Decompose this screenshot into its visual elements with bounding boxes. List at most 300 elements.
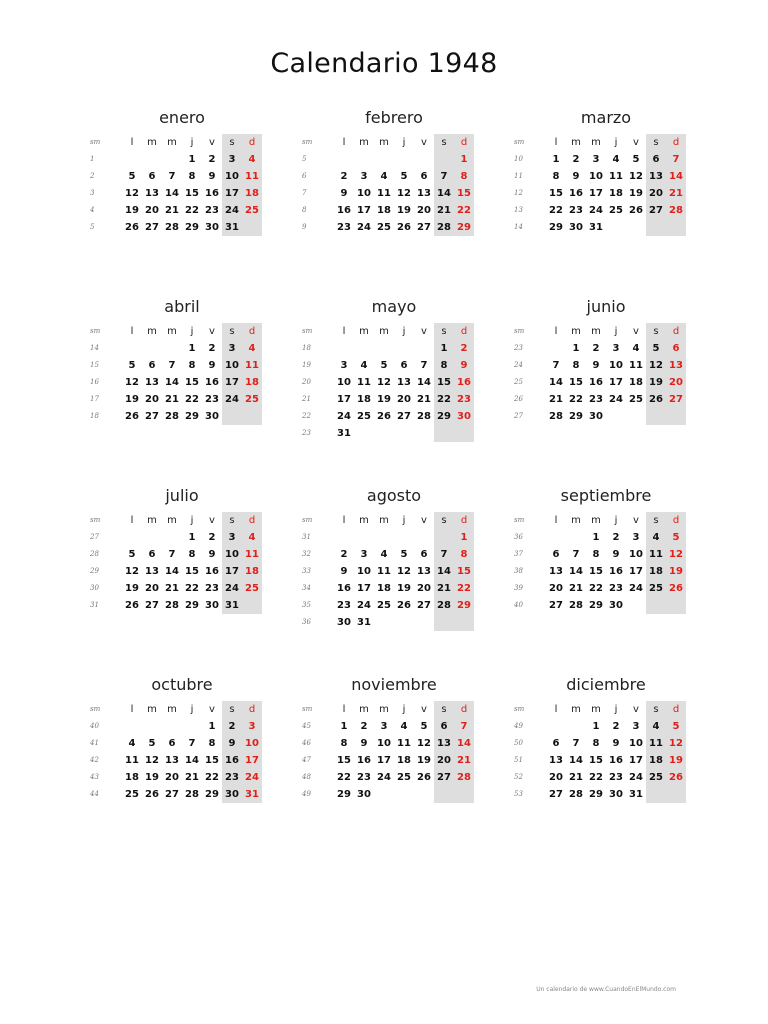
day-cell: 14 <box>549 377 563 388</box>
day-cell: 13 <box>417 188 431 199</box>
day-cell: 5 <box>128 360 136 371</box>
weekday-header: d <box>248 704 256 715</box>
day-cell: 18 <box>357 394 371 405</box>
week-number: 53 <box>514 790 523 798</box>
day-cell: 18 <box>629 377 643 388</box>
day-cell: 16 <box>205 377 219 388</box>
saturday-cell: 22 <box>437 394 451 405</box>
week-number: 24 <box>514 361 523 369</box>
month-name: marzo <box>580 108 632 127</box>
weekday-header: s <box>653 326 659 337</box>
day-cell: 28 <box>569 789 583 800</box>
day-cell: 22 <box>185 205 199 216</box>
sunday-cell: 8 <box>460 171 468 182</box>
day-cell: 13 <box>397 377 411 388</box>
week-number: 21 <box>302 395 311 403</box>
saturday-cell: 24 <box>225 394 239 405</box>
day-cell: 8 <box>552 171 560 182</box>
day-cell: 3 <box>612 343 620 354</box>
weekday-header: v <box>633 137 639 148</box>
month-name: abril <box>164 297 200 316</box>
weekday-header: m <box>571 137 581 148</box>
day-cell: 19 <box>125 583 139 594</box>
saturday-cell: 15 <box>437 377 451 388</box>
day-cell: 4 <box>380 549 388 560</box>
sunday-cell: 24 <box>245 772 259 783</box>
week-number-header: sm <box>514 138 525 146</box>
saturday-cell: 13 <box>437 738 451 749</box>
sunday-cell: 22 <box>457 205 471 216</box>
sunday-cell: 9 <box>460 360 468 371</box>
day-cell: 7 <box>168 171 176 182</box>
week-number: 47 <box>302 756 311 764</box>
day-cell: 25 <box>629 394 643 405</box>
day-cell: 18 <box>609 188 623 199</box>
footer-credit: Un calendario de www.CuandoEnElMundo.com <box>536 986 676 993</box>
week-number: 29 <box>90 567 99 575</box>
day-cell: 2 <box>612 532 620 543</box>
day-cell: 10 <box>589 171 603 182</box>
day-cell: 19 <box>417 755 431 766</box>
day-cell: 8 <box>572 360 580 371</box>
day-cell: 28 <box>185 789 199 800</box>
month-name: octubre <box>151 675 213 694</box>
day-cell: 30 <box>205 411 219 422</box>
day-cell: 17 <box>357 583 371 594</box>
week-number: 40 <box>90 722 99 730</box>
week-number: 8 <box>302 206 307 214</box>
week-number: 23 <box>514 344 523 352</box>
day-cell: 1 <box>592 532 600 543</box>
week-number: 18 <box>90 412 99 420</box>
week-number: 51 <box>514 756 523 764</box>
saturday-cell: 23 <box>225 772 239 783</box>
week-number: 49 <box>514 722 523 730</box>
sunday-cell: 7 <box>460 721 468 732</box>
day-cell: 24 <box>377 772 391 783</box>
day-cell: 12 <box>377 377 391 388</box>
week-number: 44 <box>90 790 99 798</box>
sunday-cell: 12 <box>669 549 683 560</box>
day-cell: 30 <box>569 222 583 233</box>
day-cell: 19 <box>125 394 139 405</box>
sunday-cell: 19 <box>669 755 683 766</box>
day-cell: 21 <box>165 394 179 405</box>
day-cell: 21 <box>417 394 431 405</box>
weekday-header: v <box>209 515 215 526</box>
day-cell: 23 <box>609 772 623 783</box>
saturday-cell: 21 <box>437 583 451 594</box>
day-cell: 5 <box>400 171 408 182</box>
day-cell: 3 <box>632 532 640 543</box>
day-cell: 24 <box>629 583 643 594</box>
week-number: 38 <box>514 567 523 575</box>
day-cell: 16 <box>205 566 219 577</box>
day-cell: 4 <box>360 360 368 371</box>
day-cell: 2 <box>208 154 216 165</box>
day-cell: 22 <box>549 205 563 216</box>
day-cell: 27 <box>145 411 159 422</box>
sunday-cell: 7 <box>672 154 680 165</box>
day-cell: 30 <box>205 600 219 611</box>
day-cell: 10 <box>629 738 643 749</box>
week-number: 27 <box>90 533 99 541</box>
day-cell: 30 <box>609 600 623 611</box>
sunday-cell: 25 <box>245 394 259 405</box>
day-cell: 27 <box>549 789 563 800</box>
day-cell: 7 <box>188 738 196 749</box>
day-cell: 21 <box>165 205 179 216</box>
day-cell: 29 <box>185 600 199 611</box>
weekday-header: m <box>591 137 601 148</box>
sunday-cell: 31 <box>245 789 259 800</box>
weekday-header: l <box>130 704 134 715</box>
weekday-header: j <box>402 515 406 526</box>
day-cell: 19 <box>377 394 391 405</box>
day-cell: 15 <box>185 377 199 388</box>
weekday-header: d <box>248 137 256 148</box>
sunday-cell: 4 <box>248 343 256 354</box>
day-cell: 22 <box>569 394 583 405</box>
weekday-header: d <box>248 515 256 526</box>
saturday-cell: 27 <box>437 772 451 783</box>
day-cell: 16 <box>357 755 371 766</box>
day-cell: 1 <box>592 721 600 732</box>
sunday-cell: 16 <box>457 377 471 388</box>
day-cell: 6 <box>400 360 408 371</box>
day-cell: 7 <box>572 549 580 560</box>
week-number: 14 <box>90 344 99 352</box>
day-cell: 13 <box>165 755 179 766</box>
week-number: 40 <box>514 601 523 609</box>
day-cell: 30 <box>589 411 603 422</box>
weekday-header: j <box>190 704 194 715</box>
day-cell: 22 <box>337 772 351 783</box>
day-cell: 15 <box>589 755 603 766</box>
day-cell: 17 <box>629 755 643 766</box>
saturday-cell: 28 <box>437 600 451 611</box>
day-cell: 20 <box>145 583 159 594</box>
week-number: 32 <box>302 550 311 558</box>
saturday-cell: 11 <box>649 738 663 749</box>
weekday-header: m <box>359 515 369 526</box>
day-cell: 23 <box>609 583 623 594</box>
saturday-cell: 7 <box>440 549 448 560</box>
weekday-header: v <box>209 704 215 715</box>
day-cell: 1 <box>188 154 196 165</box>
sunday-cell: 18 <box>245 566 259 577</box>
sunday-cell: 25 <box>245 583 259 594</box>
day-cell: 12 <box>145 755 159 766</box>
weekday-header: s <box>441 137 447 148</box>
saturday-cell: 6 <box>440 721 448 732</box>
day-cell: 13 <box>417 566 431 577</box>
day-cell: 25 <box>377 600 391 611</box>
week-number: 2 <box>90 172 95 180</box>
weekday-header: s <box>441 704 447 715</box>
weekday-header: m <box>147 137 157 148</box>
day-cell: 9 <box>340 566 348 577</box>
weekday-header: m <box>147 326 157 337</box>
day-cell: 21 <box>549 394 563 405</box>
day-cell: 12 <box>125 566 139 577</box>
day-cell: 29 <box>185 411 199 422</box>
day-cell: 11 <box>629 360 643 371</box>
day-cell: 21 <box>165 583 179 594</box>
week-number: 52 <box>514 773 523 781</box>
day-cell: 17 <box>357 205 371 216</box>
day-cell: 18 <box>377 205 391 216</box>
saturday-cell: 18 <box>649 755 663 766</box>
day-cell: 17 <box>337 394 351 405</box>
day-cell: 10 <box>377 738 391 749</box>
day-cell: 19 <box>397 583 411 594</box>
week-number: 36 <box>514 533 523 541</box>
day-cell: 23 <box>337 600 351 611</box>
week-number: 14 <box>514 223 523 231</box>
month-name: noviembre <box>351 675 437 694</box>
week-number-header: sm <box>302 516 313 524</box>
day-cell: 17 <box>629 566 643 577</box>
saturday-cell: 9 <box>228 738 236 749</box>
saturday-cell: 11 <box>649 549 663 560</box>
weekday-header: s <box>229 704 235 715</box>
saturday-cell: 2 <box>228 721 236 732</box>
day-cell: 1 <box>188 343 196 354</box>
day-cell: 5 <box>148 738 156 749</box>
sunday-cell: 28 <box>457 772 471 783</box>
sunday-cell: 11 <box>245 171 259 182</box>
week-number: 15 <box>90 361 99 369</box>
day-cell: 27 <box>417 222 431 233</box>
weekday-header: j <box>190 326 194 337</box>
day-cell: 16 <box>337 205 351 216</box>
day-cell: 19 <box>125 205 139 216</box>
weekday-header: j <box>614 704 618 715</box>
weekday-header: l <box>554 515 558 526</box>
weekday-header: l <box>342 137 346 148</box>
day-cell: 15 <box>185 566 199 577</box>
day-cell: 22 <box>205 772 219 783</box>
saturday-cell: 17 <box>225 188 239 199</box>
day-cell: 8 <box>208 738 216 749</box>
day-cell: 31 <box>337 428 351 439</box>
month-name: septiembre <box>560 486 652 505</box>
saturday-cell: 18 <box>649 566 663 577</box>
week-number: 27 <box>514 412 523 420</box>
day-cell: 3 <box>380 721 388 732</box>
day-cell: 19 <box>397 205 411 216</box>
weekday-header: s <box>441 515 447 526</box>
day-cell: 12 <box>417 738 431 749</box>
week-number: 34 <box>302 584 311 592</box>
week-number: 10 <box>514 155 523 163</box>
weekday-header: j <box>614 137 618 148</box>
week-number: 7 <box>302 189 307 197</box>
day-cell: 9 <box>340 188 348 199</box>
week-number: 25 <box>514 378 523 386</box>
day-cell: 7 <box>168 549 176 560</box>
day-cell: 27 <box>397 411 411 422</box>
week-number: 22 <box>302 412 311 420</box>
week-number: 45 <box>302 722 311 730</box>
month-name: agosto <box>366 486 422 505</box>
weekday-header: v <box>421 326 427 337</box>
day-cell: 29 <box>205 789 219 800</box>
day-cell: 11 <box>357 377 371 388</box>
day-cell: 2 <box>208 343 216 354</box>
day-cell: 30 <box>357 789 371 800</box>
weekday-header: l <box>130 515 134 526</box>
saturday-cell: 10 <box>225 549 239 560</box>
saturday-cell: 4 <box>652 532 660 543</box>
week-number: 4 <box>90 206 95 214</box>
weekday-header: m <box>359 137 369 148</box>
day-cell: 5 <box>128 549 136 560</box>
sunday-cell: 27 <box>669 394 683 405</box>
weekday-header: v <box>421 515 427 526</box>
week-number: 5 <box>302 155 307 163</box>
weekday-header: m <box>359 704 369 715</box>
day-cell: 5 <box>632 154 640 165</box>
day-cell: 26 <box>417 772 431 783</box>
day-cell: 7 <box>572 738 580 749</box>
day-cell: 10 <box>357 566 371 577</box>
day-cell: 24 <box>337 411 351 422</box>
weekday-header: d <box>672 515 680 526</box>
day-cell: 14 <box>185 755 199 766</box>
day-cell: 30 <box>609 789 623 800</box>
day-cell: 6 <box>148 171 156 182</box>
day-cell: 2 <box>612 721 620 732</box>
week-number: 6 <box>302 172 307 180</box>
weekday-header: d <box>672 326 680 337</box>
day-cell: 7 <box>168 360 176 371</box>
day-cell: 8 <box>188 360 196 371</box>
day-cell: 8 <box>592 549 600 560</box>
weekday-header: v <box>633 326 639 337</box>
month-name: mayo <box>371 297 417 316</box>
day-cell: 20 <box>397 394 411 405</box>
saturday-cell: 5 <box>652 343 660 354</box>
week-number: 49 <box>302 790 311 798</box>
day-cell: 6 <box>552 549 560 560</box>
day-cell: 24 <box>357 222 371 233</box>
saturday-cell: 3 <box>228 154 236 165</box>
week-number-header: sm <box>514 516 525 524</box>
day-cell: 22 <box>589 772 603 783</box>
day-cell: 16 <box>337 583 351 594</box>
sunday-cell: 23 <box>457 394 471 405</box>
weekday-header: v <box>421 704 427 715</box>
day-cell: 6 <box>420 171 428 182</box>
weekday-header: v <box>633 704 639 715</box>
day-cell: 19 <box>145 772 159 783</box>
saturday-cell: 28 <box>437 222 451 233</box>
day-cell: 18 <box>125 772 139 783</box>
day-cell: 29 <box>569 411 583 422</box>
weekday-header: d <box>248 326 256 337</box>
day-cell: 18 <box>397 755 411 766</box>
weekday-header: m <box>379 704 389 715</box>
weekday-header: d <box>460 326 468 337</box>
weekday-header: d <box>460 704 468 715</box>
sunday-cell: 25 <box>245 205 259 216</box>
saturday-cell: 3 <box>228 343 236 354</box>
day-cell: 21 <box>185 772 199 783</box>
day-cell: 27 <box>165 789 179 800</box>
day-cell: 1 <box>188 532 196 543</box>
sunday-cell: 19 <box>669 566 683 577</box>
day-cell: 6 <box>420 549 428 560</box>
day-cell: 11 <box>125 755 139 766</box>
day-cell: 3 <box>340 360 348 371</box>
weekday-header: j <box>190 515 194 526</box>
day-cell: 12 <box>125 377 139 388</box>
saturday-cell: 14 <box>437 566 451 577</box>
sunday-cell: 2 <box>460 343 468 354</box>
day-cell: 5 <box>380 360 388 371</box>
day-cell: 10 <box>337 377 351 388</box>
saturday-cell: 29 <box>437 411 451 422</box>
day-cell: 8 <box>340 738 348 749</box>
day-cell: 28 <box>569 600 583 611</box>
saturday-cell: 1 <box>440 343 448 354</box>
day-cell: 20 <box>417 583 431 594</box>
saturday-cell: 31 <box>225 600 239 611</box>
week-number-header: sm <box>514 327 525 335</box>
day-cell: 31 <box>589 222 603 233</box>
day-cell: 23 <box>357 772 371 783</box>
saturday-cell: 13 <box>649 171 663 182</box>
day-cell: 11 <box>397 738 411 749</box>
day-cell: 14 <box>165 188 179 199</box>
day-cell: 15 <box>589 566 603 577</box>
saturday-cell: 20 <box>649 188 663 199</box>
weekday-header: s <box>653 515 659 526</box>
weekday-header: l <box>130 137 134 148</box>
weekday-header: m <box>147 515 157 526</box>
saturday-cell: 24 <box>225 205 239 216</box>
day-cell: 8 <box>188 171 196 182</box>
weekday-header: m <box>167 704 177 715</box>
day-cell: 9 <box>208 171 216 182</box>
day-cell: 14 <box>417 377 431 388</box>
saturday-cell: 25 <box>649 583 663 594</box>
saturday-cell: 20 <box>437 755 451 766</box>
day-cell: 21 <box>569 583 583 594</box>
saturday-cell: 17 <box>225 377 239 388</box>
week-number: 43 <box>90 773 99 781</box>
sunday-cell: 18 <box>245 377 259 388</box>
sunday-cell: 29 <box>457 222 471 233</box>
day-cell: 17 <box>589 188 603 199</box>
weekday-header: d <box>672 137 680 148</box>
sunday-cell: 21 <box>669 188 683 199</box>
day-cell: 14 <box>165 566 179 577</box>
day-cell: 14 <box>165 377 179 388</box>
week-number: 37 <box>514 550 523 558</box>
day-cell: 13 <box>145 188 159 199</box>
weekday-header: l <box>342 515 346 526</box>
weekday-header: m <box>167 326 177 337</box>
day-cell: 4 <box>400 721 408 732</box>
day-cell: 8 <box>188 549 196 560</box>
weekday-header: l <box>130 326 134 337</box>
day-cell: 16 <box>205 188 219 199</box>
week-number: 3 <box>90 189 95 197</box>
day-cell: 21 <box>569 772 583 783</box>
